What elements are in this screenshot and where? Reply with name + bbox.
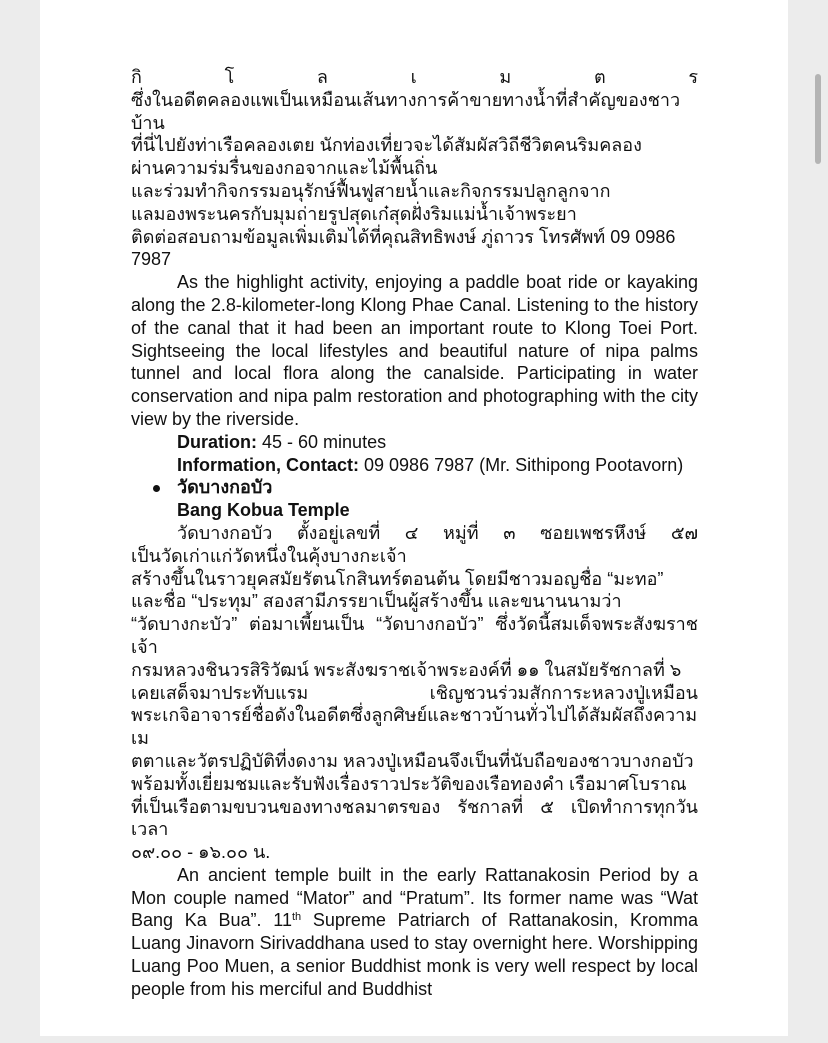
contact-value: 09 0986 7987 (Mr. Sithipong Pootavorn) <box>364 454 684 475</box>
contact-label: Information, Contact: <box>177 454 359 475</box>
thai-line: วัดบางกอบัว ตั้งอยู่เลขที่ ๔ หมู่ที่ ๓ ซอยเพชรหึงษ์ ๕๗ <box>177 522 698 543</box>
thai-line: พร้อมทั้งเยี่ยมชมและรับฟังเรื่องราวประวัติของเรือทองคำ เรือมาศโบราณ <box>131 773 687 794</box>
contact-line <box>131 454 698 477</box>
thai-line: ที่เป็นเรือตามขบวนของทางชลมาตรของ รัชกาลที่ ๕ เปิดทำการทุกวัน เวลา <box>131 796 698 840</box>
page-text <box>131 66 698 1001</box>
duration-line <box>131 431 698 454</box>
temple-english-name: Bang Kobua Temple <box>177 500 350 521</box>
thai-line: กรมหลวงชินวรสิริวัฒน์ พระสังฆราชเจ้าพระองค์ที่ ๑๑ ในสมัยรัชกาลที่ ๖ <box>131 659 682 680</box>
thai-line: แลมองพระนครกับมุมถ่ายรูปสุดเก๋สุดฝั่งริมแม่น้ำเจ้าพระยา <box>131 203 577 224</box>
thai-line: ตตาและวัตรปฏิบัติที่งดงาม หลวงปู่เหมือนจึงเป็นที่นับถือของชาวบางกอบัว <box>131 750 694 771</box>
temple-bullet-item <box>131 476 698 499</box>
scrollbar-thumb[interactable] <box>815 74 821 164</box>
temple-thai-description <box>131 522 698 864</box>
thai-line: ที่นี่ไปยังท่าเรือคลองเตย นักท่องเที่ยวจะได้สัมผัสวิถีชีวิตคนริมคลอง <box>131 135 642 156</box>
thai-line: สร้างขึ้นในราวยุคสมัยรัตนโกสินทร์ตอนต้น โดยมีชาวมอญชื่อ “มะทอ” <box>131 568 664 589</box>
thai-line: เป็นวัดเก่าแก่วัดหนึ่งในคุ้งบางกะเจ้า <box>131 545 407 566</box>
thai-line: “วัดบางกะบัว” ต่อมาเพี้ยนเป็น “วัดบางกอบัว” ซึ่งวัดนี้สมเด็จพระสังฆราชเจ้า <box>131 614 698 657</box>
english-text: Supreme Patriarch of Rattanakosin, Kromma Luang Jinavorn Sirivaddhana used to stay overnight here. Worshipping Luang Poo Muen, a senior Buddhist monk is very well respect by local people from his merciful and Buddhist <box>131 910 699 999</box>
thai-line: พระเกจิอาจารย์ชื่อดังในอดีตซึ่งลูกศิษย์และชาวบ้านทั่วไปได้สัมผัสถึงความเม <box>131 705 698 749</box>
duration-value: 45 - 60 minutes <box>262 431 387 452</box>
thai-line: ๐๙.๐๐ - ๑๖.๐๐ น. <box>131 842 271 863</box>
duration-label: Duration: <box>177 431 257 452</box>
thai-line: และชื่อ “ประทุม” สองสามีภรรยาเป็นผู้สร้างขึ้น และขนานนามว่า <box>131 591 622 612</box>
thai-line: กิ โ ล เ ม ต ร <box>131 67 698 87</box>
thai-line: ติดต่อสอบถามข้อมูลเพิ่มเติมได้ที่คุณสิทธิพงษ์ ภู่ถาวร โทรศัพท์ 09 0986 <box>131 226 676 247</box>
thai-line: ซึ่งในอดีตคลองแพเป็นเหมือนเส้นทางการค้าขายทางน้ำที่สำคัญของชาวบ้าน <box>131 89 681 133</box>
superscript-ordinal: th <box>291 911 302 924</box>
document-page <box>40 0 788 1036</box>
thai-line: 7987 <box>131 249 172 270</box>
english-paragraph-activity: As the highlight activity, enjoying a paddle boat ride or kayaking along the 2.8-kilometer-long Klong Phae Canal. Listening to the history of the canal that it had been an important route to Klong Toei Port. Sightseeing the local lifestyles and beautiful nature of nipa palms tunnel and local flora along the canalside. Participating in water conservation and nipa palm restoration and photographing with the city view by the riverside. <box>131 272 698 429</box>
thai-intro-paragraph <box>131 66 698 271</box>
thai-line: ผ่านความร่มรื่นของกอจากและไม้พื้นถิ่น <box>131 158 438 179</box>
english-text: An ancient temple built in the early Rattanakosin Period by a Mon couple named “Mator” and “Pratum”. Its former name was “Wat Bang Ka Bua”. 11 <box>131 864 698 931</box>
thai-line: เคยเสด็จมาประทับแรม เชิญชวนร่วมสักการะหลวงปู่เหมือน <box>131 682 698 703</box>
temple-english-description <box>131 864 698 1001</box>
temple-thai-name: วัดบางกอบัว <box>177 477 273 498</box>
thai-line: และร่วมทำกิจกรรมอนุรักษ์ฟื้นฟูสายน้ำและกิจกรรมปลูกลูกจาก <box>131 180 611 201</box>
bullet-icon <box>153 485 160 492</box>
